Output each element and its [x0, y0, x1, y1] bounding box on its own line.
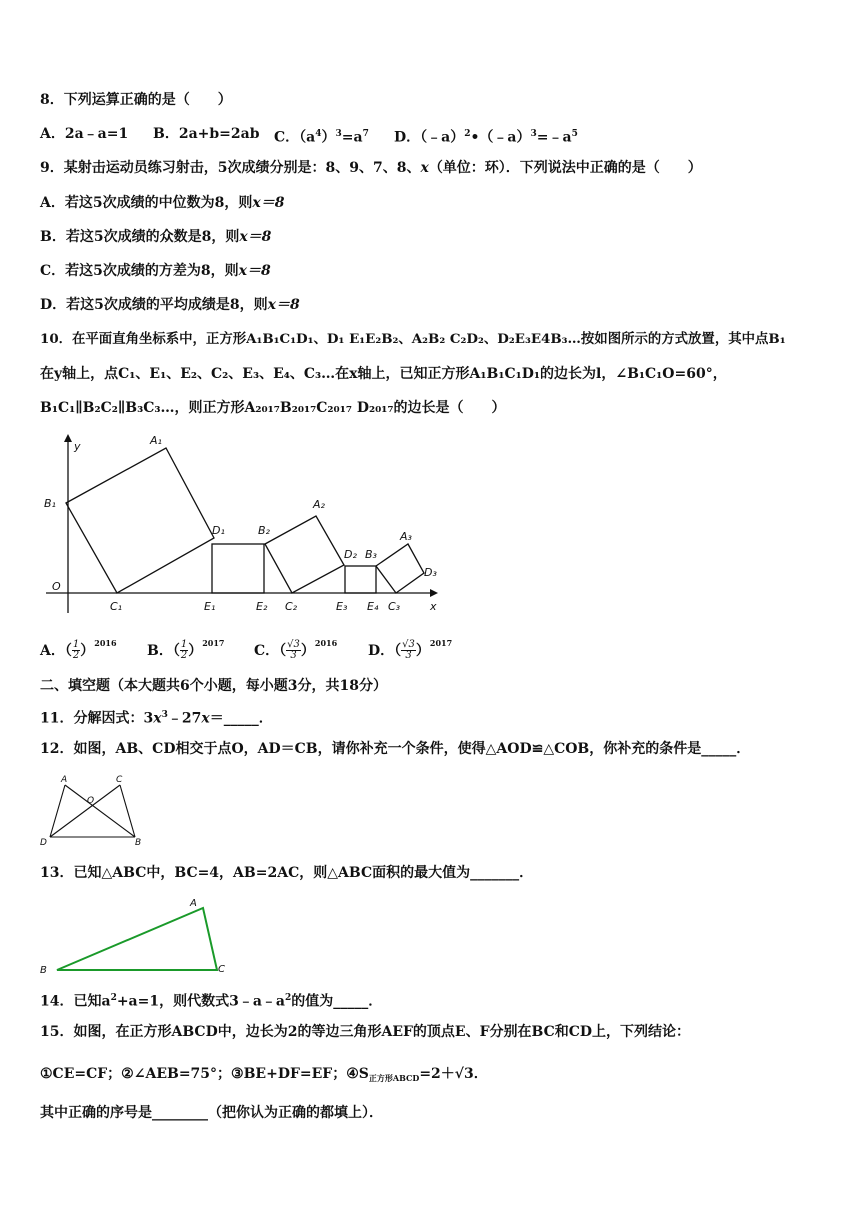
q15-ending: 其中正确的序号是________（把你认为正确的都填上）．: [40, 1105, 383, 1121]
q10-line1: 10．在平面直角坐标系中，正方形A₁B₁C₁D₁、D₁ E₁E₂B₂、A₂B₂ C₂D₂、D₂E₃E4B₃…按如图所示的方式放置，其中点B₁: [40, 331, 786, 347]
label-a3: A₃: [400, 530, 412, 543]
q10-option-a: A．（ 1 2 ） 2016: [40, 637, 117, 661]
q14: 14．已知$a^2+a=1$，则代数式$3﹣a﹣a^2$的值为_____．: [40, 993, 383, 1010]
q13: 13．已知△ABC中，BC=4，AB=2AC，则△ABC面积的最大值为_______．: [40, 865, 534, 881]
label-c1: C₁: [110, 600, 123, 613]
label-e4: E₄: [367, 600, 379, 613]
section-2-title: 二、填空题（本大题共6个小题，每小题3分，共18分）: [40, 678, 387, 694]
label-b3: B₃: [365, 548, 377, 561]
q10-option-c: C．（ √3 3 ） 2016: [254, 637, 338, 661]
q8-option-b: B．2a+b=2ab: [153, 126, 260, 142]
q10-figure: [38, 428, 458, 618]
label-o: O: [52, 580, 61, 593]
square-d2e3e4b3: [345, 566, 376, 593]
square-a3b3c3d3: [376, 544, 424, 593]
label-d2: D₂: [344, 548, 357, 561]
square-d1e1e2b2: [212, 544, 264, 593]
q15-stem: 15．如图，在正方形ABCD中，边长为2的等边三角形AEF的顶点E、F分别在BC和CD上，下列结论：: [40, 1024, 691, 1040]
label-e3: E₃: [336, 600, 348, 613]
q11: 11．分解因式：$3x^3﹣27x=\_\_\_\_\_$．: [40, 710, 273, 727]
label-d: D: [40, 838, 47, 848]
q8-stem: 8．下列运算正确的是（ ）: [40, 92, 232, 108]
label-c: C: [116, 775, 123, 785]
q8-option-c: C．$(a^4)^3=a^7$: [274, 129, 369, 146]
label-e1: E₁: [204, 600, 216, 613]
label-b: B: [135, 838, 142, 848]
q12-figure: [38, 770, 148, 850]
label-c: C: [218, 964, 225, 975]
q10-line2: 在y轴上，点C₁、E₁、E₂、C₂、E₃、E₄、C₃…在x轴上，已知正方形A₁B₁C₁D₁的边长为l，∠B₁C₁O=60°，: [40, 366, 727, 382]
q9-option-d: D．若这5次成绩的平均成绩是8，则x＝8: [40, 297, 300, 313]
q10-option-d: D．（ √3 3 ） 2017: [368, 637, 453, 661]
label-a2: A₂: [313, 498, 325, 511]
q9-option-a: A．若这5次成绩的中位数为8，则x＝8: [40, 195, 285, 211]
label-x: x: [430, 600, 437, 613]
label-y: y: [74, 440, 81, 453]
q10-option-b: B．（ 1 2 ） 2017: [147, 637, 225, 661]
label-b: B: [40, 965, 47, 976]
square-a1b1c1d1: [66, 448, 214, 593]
q9-stem: 9．某射击运动员练习射击，5次成绩分别是：8、9、7、8、x（单位：环）．下列说法中正确的是（ ）: [40, 160, 702, 176]
label-c2: C₂: [285, 600, 298, 613]
q15-conclusions: ①CE=CF；②∠AEB=75°；③BE+DF=EF；$④S_{正方形ABCD}=2+√3$．: [40, 1066, 488, 1083]
q13-figure: [36, 890, 236, 980]
label-d3: D₃: [424, 566, 437, 579]
label-a: A: [61, 775, 68, 785]
q9-option-b: B．若这5次成绩的众数是8，则x＝8: [40, 229, 272, 245]
label-o: O: [87, 796, 95, 806]
label-b2: B₂: [258, 524, 270, 537]
label-a: A: [190, 898, 197, 909]
q12: 12．如图，AB、CD相交于点O，AD＝CB，请你补充一个条件，使得△AOD≌△COB，你补充的条件是_____．: [40, 741, 751, 757]
label-a1: A₁: [150, 434, 162, 447]
q10-line3: B₁C₁∥B₂C₂∥B₃C₃…，则正方形A₂₀₁₇B₂₀₁₇C₂₀₁₇ D₂₀₁₇的边长是（ ）: [40, 400, 506, 416]
label-b1: B₁: [44, 497, 56, 510]
q8-option-a: A．2a﹣a=1: [40, 126, 129, 142]
label-e2: E₂: [256, 600, 268, 613]
label-c3: C₃: [388, 600, 401, 613]
q9-option-c: C．若这5次成绩的方差为8，则x＝8: [40, 263, 271, 279]
label-d1: D₁: [212, 524, 225, 537]
q8-option-d: D．$(﹣a)^2•(﹣a)^3=﹣a^5$: [394, 129, 578, 146]
square-a2b2c2d2: [265, 516, 344, 593]
